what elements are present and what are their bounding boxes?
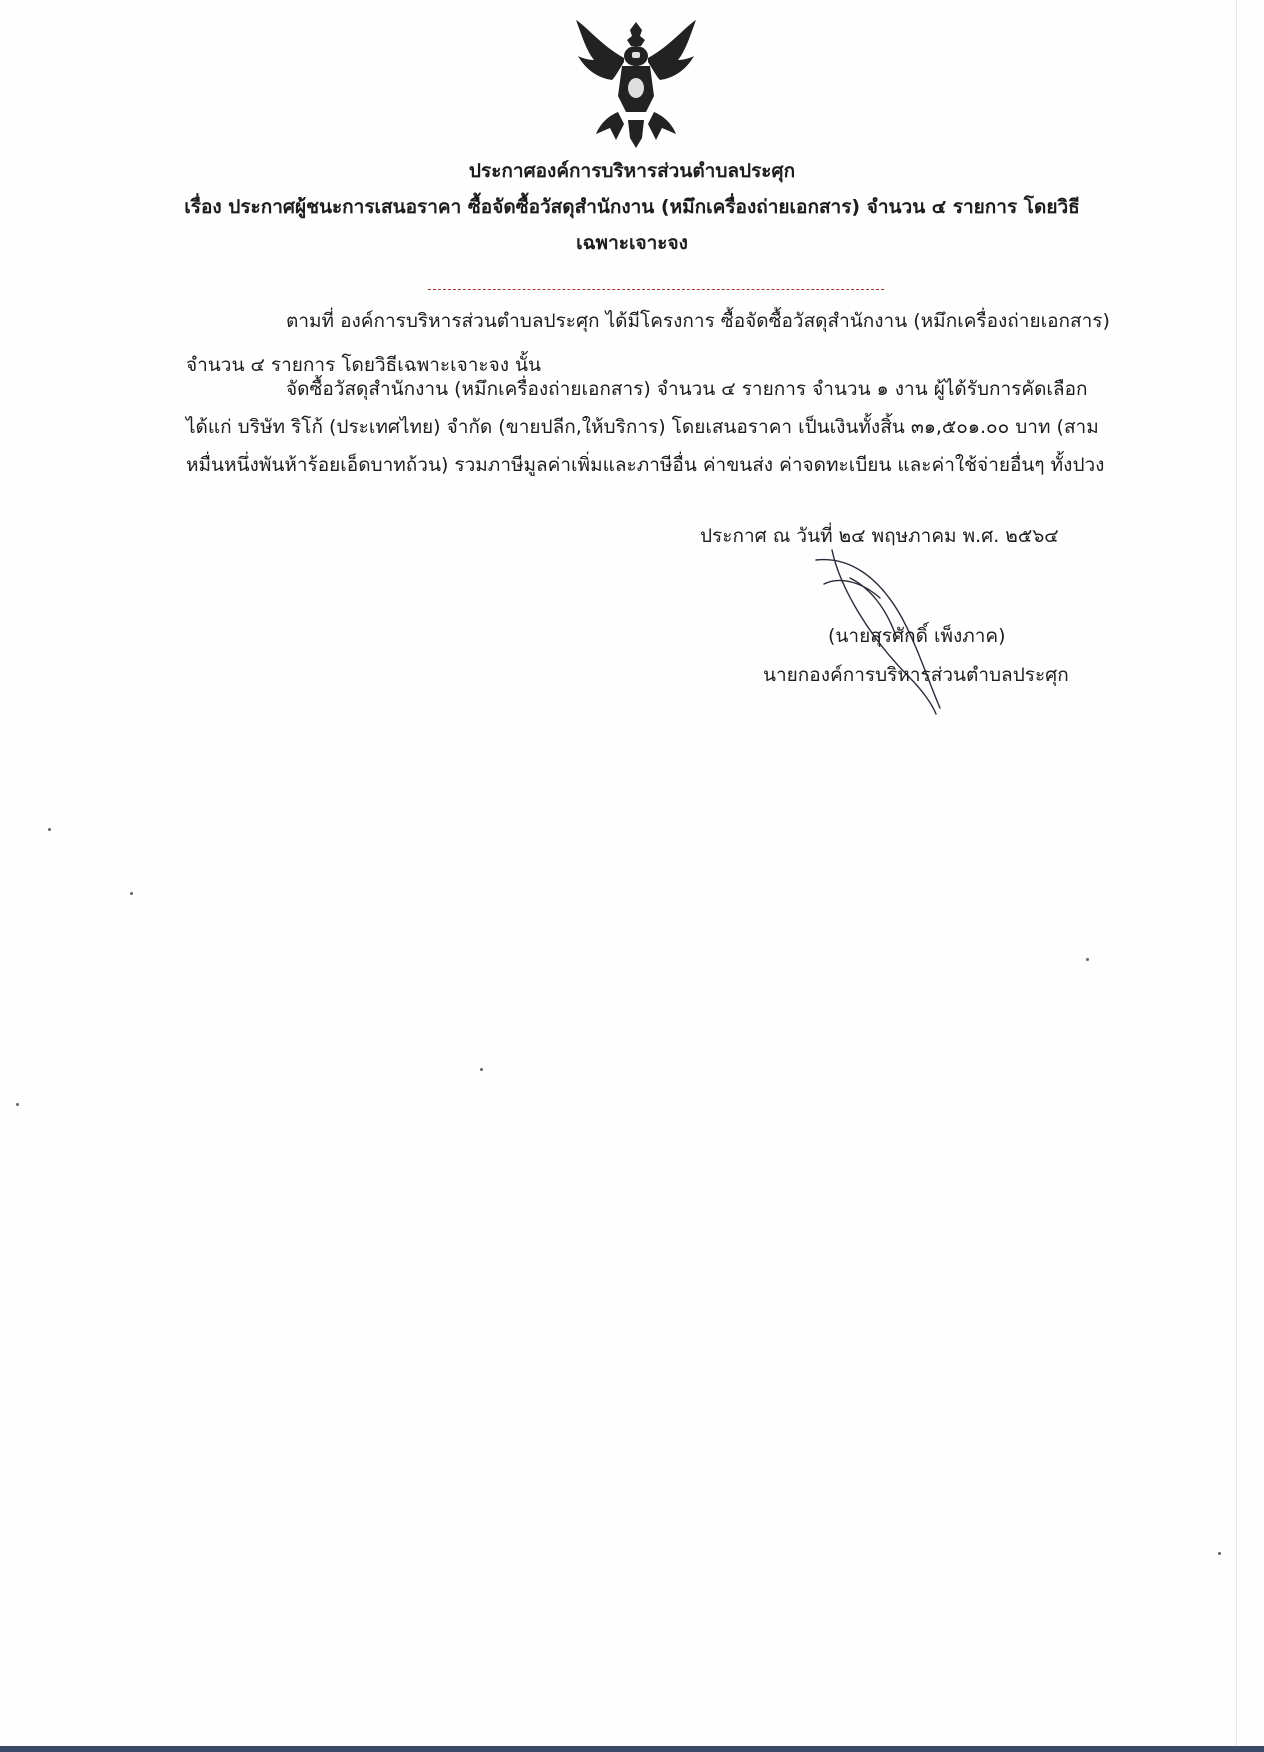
paragraph-2-line-2: ได้แก่ บริษัท ริโก้ (ประเทศไทย) จำกัด (ขายปลีก,ให้บริการ) โดยเสนอราคา เป็นเงินทั้งสิ้น ๓๑,๕๐๑.๐๐ บาท (สาม [186,416,1099,438]
scan-right-edge [1236,0,1237,1752]
subject-line-continued: เฉพาะเจาะจง [576,232,688,254]
paragraph-2-line-1: จัดซื้อวัสดุสำนักงาน (หมึกเครื่องถ่ายเอกสาร) จำนวน ๔ รายการ จำนวน ๑ งาน ผู้ได้รับการคัดเลือก [286,378,1088,400]
garuda-emblem-icon [572,16,700,152]
paragraph-1-line-1: ตามที่ องค์การบริหารส่วนตำบลประศุก ได้มีโครงการ ซื้อจัดซื้อวัสดุสำนักงาน (หมึกเครื่องถ่ายเอกสาร) [286,310,1110,332]
signer-position: นายกองค์การบริหารส่วนตำบลประศุก [763,664,1069,686]
scan-bottom-edge [0,1746,1264,1752]
org-title: ประกาศองค์การบริหารส่วนตำบลประศุก [468,160,796,182]
signer-name: (นายสุรศักดิ์ เพ็งภาค) [828,625,1006,647]
paragraph-2-line-3: หมื่นหนึ่งพันห้าร้อยเอ็ดบาทถ้วน) รวมภาษีมูลค่าเพิ่มและภาษีอื่น ค่าขนส่ง ค่าจดทะเบียน และค่าใช้จ่ายอื่นๆ ทั้งปวง [186,454,1105,476]
scan-speck [48,828,51,831]
scan-speck [16,1103,19,1106]
scan-speck [480,1068,483,1071]
announcement-date: ประกาศ ณ วันที่ ๒๔ พฤษภาคม พ.ศ. ๒๕๖๔ [700,525,1059,547]
scan-speck [1086,958,1089,961]
scan-speck [130,892,133,895]
paragraph-1-line-2: จำนวน ๔ รายการ โดยวิธีเฉพาะเจาะจง นั้น [186,354,542,376]
subject-line: เรื่อง ประกาศผู้ชนะการเสนอราคา ซื้อจัดซื้อวัสดุสำนักงาน (หมึกเครื่องถ่ายเอกสาร) จำนวน ๔ รายการ โดยวิธี [184,196,1080,218]
scan-speck [1218,1552,1221,1555]
header-divider [428,289,884,290]
